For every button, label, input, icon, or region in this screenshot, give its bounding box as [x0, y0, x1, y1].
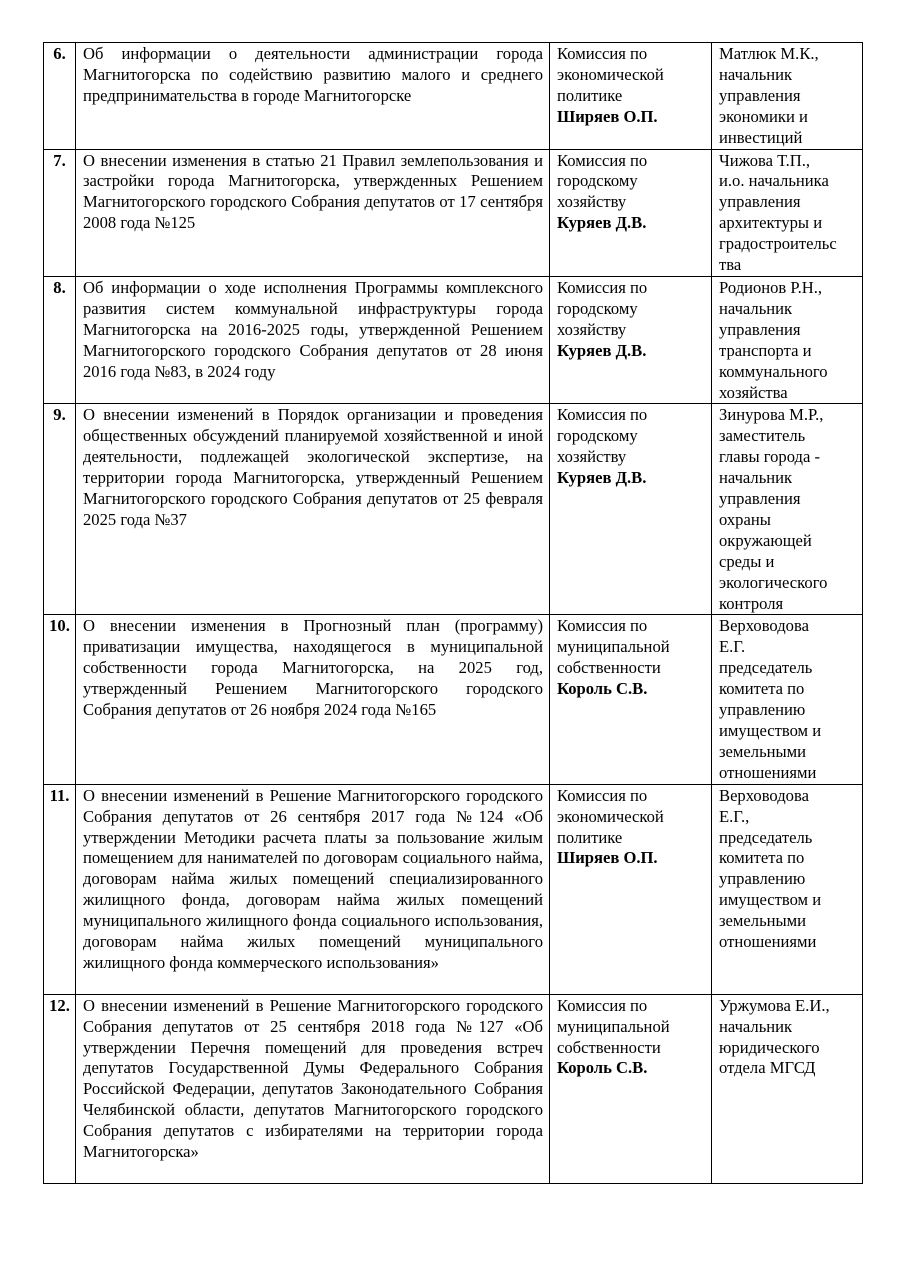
speaker-cell: Матлюк М.К., начальник управления экономики и инвестиций — [712, 43, 863, 150]
table-row — [44, 404, 863, 615]
committee-cell — [550, 615, 712, 784]
committee-cell — [550, 276, 712, 403]
table-row — [44, 149, 863, 276]
item-title: Об информации о ходе исполнения Программы комплексного развития систем коммунальной инфраструктуры города Магнитогорска на 2016-2025 годы, утвержденной Решением Магнитогорского городского Собрания депутатов от 28 июня 2016 года №83, в 2024 году — [76, 276, 550, 403]
item-title: О внесении изменений в Решение Магнитогорского городского Собрания депутатов от 25 сентября 2018 года №127 «Об утверждении Перечня помещений для проведения встреч депутатов Государственной Думы Федерального Собрания Российской Федерации, депутатов Законодательного Собрания Челябинской области, депутатов Магнитогорского городского Собрания депутатов с избирателями на территории города Магнитогорска» — [76, 994, 550, 1183]
committee-chair: Куряев Д.В. — [557, 468, 647, 488]
committee-name: Комиссия по экономической политике — [557, 44, 664, 105]
item-number: 7. — [44, 149, 76, 276]
committee-name: Комиссия по муниципальной собственности — [557, 995, 670, 1057]
committee-chair: Куряев Д.В. — [557, 340, 647, 360]
committee-chair: Ширяев О.П. — [557, 106, 658, 126]
table-row — [44, 784, 863, 994]
committee-chair: Король С.В. — [557, 1058, 648, 1078]
speaker-cell: Верховодова Е.Г., председатель комитета по управлению имуществом и земельными отношениями — [712, 784, 863, 994]
item-title: О внесении изменения в статью 21 Правил землепользования и застройки города Магнитогорска, утвержденных Решением Магнитогорского городского Собрания депутатов от 17 сентября 2008 года №125 — [76, 149, 550, 276]
speaker-cell: Чижова Т.П., и.о. начальника управления архитектуры и градостроительс тва — [712, 149, 863, 276]
item-title: О внесении изменений в Порядок организации и проведения общественных обсуждений планируемой хозяйственной и иной деятельности, подлежащей экологической экспертизе, на территории города Магнитогорска, утвержденный Решением Магнитогорского городского Собрания депутатов от 25 февраля 2025 года №37 — [76, 404, 550, 615]
committee-chair: Ширяев О.П. — [557, 848, 658, 868]
speaker-cell: Уржумова Е.И., начальник юридического отдела МГСД — [712, 994, 863, 1183]
item-number: 10. — [44, 615, 76, 784]
committee-cell — [550, 149, 712, 276]
table-row — [44, 276, 863, 403]
item-number: 11. — [44, 784, 76, 994]
committee-cell — [550, 43, 712, 150]
committee-cell — [550, 404, 712, 615]
item-number: 9. — [44, 404, 76, 615]
committee-name: Комиссия по экономической политике — [557, 785, 664, 847]
table-row — [44, 615, 863, 784]
speaker-cell: Зинурова М.Р., заместитель главы города - начальник управления охраны окружающей среды и экологического контроля — [712, 404, 863, 615]
item-number: 8. — [44, 276, 76, 403]
committee-name: Комиссия по городскому хозяйству — [557, 277, 648, 339]
agenda-table — [43, 42, 863, 1184]
speaker-cell: Верховодова Е.Г. председатель комитета по управлению имуществом и земельными отношениями — [712, 615, 863, 784]
item-title: Об информации о деятельности администрации города Магнитогорска по содействию развитию малого и среднего предпринимательства в городе Магнитогорске — [76, 43, 550, 150]
speaker-cell: Родионов Р.Н., начальник управления транспорта и коммунального хозяйства — [712, 276, 863, 403]
item-number: 6. — [44, 43, 76, 150]
item-title: О внесении изменений в Решение Магнитогорского городского Собрания депутатов от 26 сентября 2017 года №124 «Об утверждении Методики расчета платы за пользование жилым помещением для нанимателей по договорам социального найма, договорам найма жилых помещений специализированного жилищного фонда, договорам найма жилых помещений муниципального жилищного фонда социального использования, договорам найма жилых помещений муниципального жилищного фонда коммерческого использования» — [76, 784, 550, 994]
table-row — [44, 994, 863, 1183]
committee-name: Комиссия по муниципальной собственности — [557, 616, 670, 678]
item-number: 12. — [44, 994, 76, 1183]
table-row — [44, 43, 863, 150]
committee-name: Комиссия по городскому хозяйству — [557, 150, 648, 212]
committee-name: Комиссия по городскому хозяйству — [557, 405, 648, 467]
committee-chair: Король С.В. — [557, 679, 648, 699]
committee-cell — [550, 784, 712, 994]
item-title: О внесении изменения в Прогнозный план (программу) приватизации имущества, находящегося в муниципальной собственности города Магнитогорска, на 2025 год, утвержденный Решением Магнитогорского городского Собрания депутатов от 26 ноября 2024 года №165 — [76, 615, 550, 784]
committee-chair: Куряев Д.В. — [557, 213, 647, 233]
committee-cell — [550, 994, 712, 1183]
